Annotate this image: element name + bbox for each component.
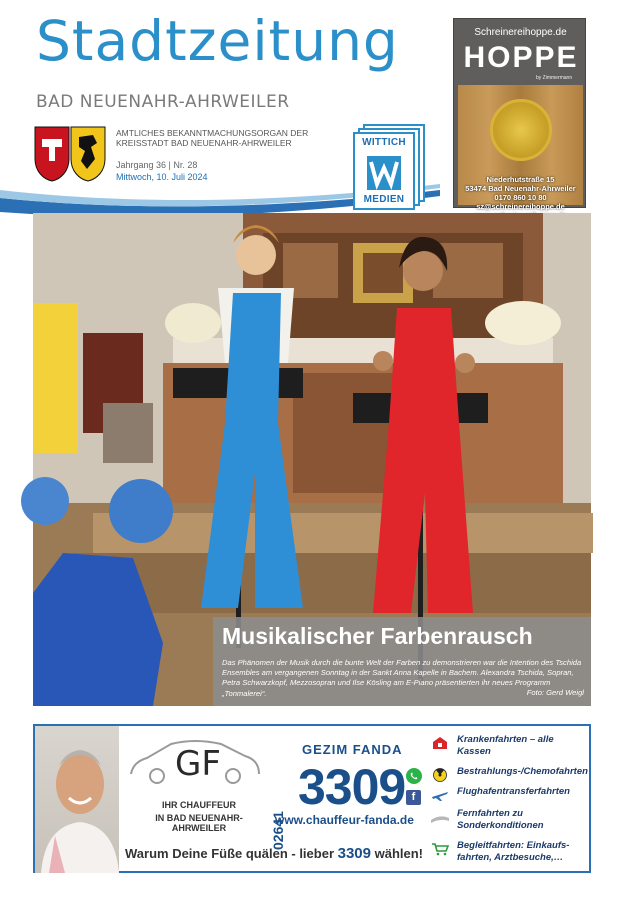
chauffeur-logo: GF — [175, 744, 221, 784]
quality-seal-icon — [490, 99, 552, 161]
phone-number[interactable]: 3309 — [298, 759, 406, 815]
shopping-cart-icon — [431, 842, 449, 856]
issue-date: Mittwoch, 10. Juli 2024 — [116, 172, 208, 182]
ad-email: sz@schreinereihoppe.de — [476, 202, 565, 211]
ad-city: 53474 Bad Neuenahr-Ahrweiler — [465, 184, 576, 193]
publisher-logo-card — [353, 132, 415, 210]
road-icon — [431, 810, 449, 824]
service-label: Bestrahlungs-/Chemofahrten — [457, 766, 588, 777]
publisher-division: MEDIEN — [363, 194, 405, 205]
photo-credit: Foto: Gerd Weigl — [526, 688, 584, 697]
newspaper-subtitle: BAD NEUENAHR-AHRWEILER — [36, 92, 290, 112]
slogan-text-end: wählen! — [370, 846, 423, 861]
official-notice — [116, 128, 346, 148]
ad-phone: 0170 860 10 80 — [494, 193, 547, 202]
slogan-text-start: Warum Deine Füße quälen - lieber — [125, 846, 338, 861]
slogan-number: 3309 — [337, 845, 371, 862]
hoppe-logo: HOPPE — [463, 41, 579, 74]
carpentry-advertisement[interactable] — [453, 18, 586, 211]
chauffeur-name: GEZIM FANDA — [302, 742, 403, 757]
service-label: Flughafentransferfahrten — [457, 786, 570, 797]
city-coat-of-arms — [33, 125, 107, 183]
hoppe-logo-tag: by Zimmermann — [536, 75, 573, 81]
service-item — [431, 840, 591, 870]
newspaper-title: Stadtzeitung — [36, 9, 399, 73]
chauffeur-advertisement[interactable] — [33, 724, 591, 873]
whatsapp-icon[interactable] — [406, 768, 422, 784]
chauffeur-tagline-line2: IN BAD NEUENAHR-AHRWEILER — [155, 813, 243, 833]
service-label: Begleitfahrten: Einkaufs- fahrten, Arztbesuche,… — [457, 840, 570, 863]
official-notice-line2: KREISSTADT BAD NEUENAHR-AHRWEILER — [116, 138, 292, 148]
official-notice-line1: AMTLICHES BEKANNTMACHUNGSORGAN DER — [116, 128, 309, 138]
facebook-icon[interactable]: f — [406, 790, 421, 805]
issue-number: Jahrgang 36 | Nr. 28 — [116, 160, 198, 170]
publisher-logo — [353, 124, 425, 212]
service-label: Fernfahrten zu Sonderkonditionen — [457, 808, 544, 831]
airplane-icon — [431, 788, 449, 802]
publisher-w-mark — [367, 156, 401, 190]
advertiser-portrait — [35, 726, 119, 873]
ad-url-banner: Schreinereihoppe.de — [474, 27, 567, 38]
ad-slogan — [125, 845, 423, 862]
service-item — [431, 808, 591, 838]
chauffeur-tagline-line1: IHR CHAUFFEUR — [162, 800, 236, 810]
hospital-icon — [431, 736, 449, 750]
cover-headline: Musikalischer Farbenrausch — [222, 623, 533, 649]
service-item — [431, 734, 591, 764]
phone-prefix: 02641 — [270, 811, 286, 850]
radiation-icon — [431, 768, 449, 782]
cover-caption — [222, 658, 584, 699]
chauffeur-website[interactable]: www.chauffeur-fanda.de — [275, 813, 414, 827]
cover-caption-body: Das Phänomen der Musik durch die bunte Welt der Farben zu demonstrieren war die Intention des Tschida Ensembles am vergangenen Sonntag in der Sankt Anna Kapelle in Bachem. Alexandra Tschida, Sopran, Petra Schwarzkopf, Mezzosopran und Ilse Kösling am E-Piano präsentierten ihr neues Programm „Tonmalerei“. — [222, 658, 582, 698]
publisher-name: WITTICH — [362, 137, 406, 148]
ad-street: Niederhutstraße 15 — [486, 175, 555, 184]
service-label: Krankenfahrten – alle Kassen — [457, 734, 554, 757]
